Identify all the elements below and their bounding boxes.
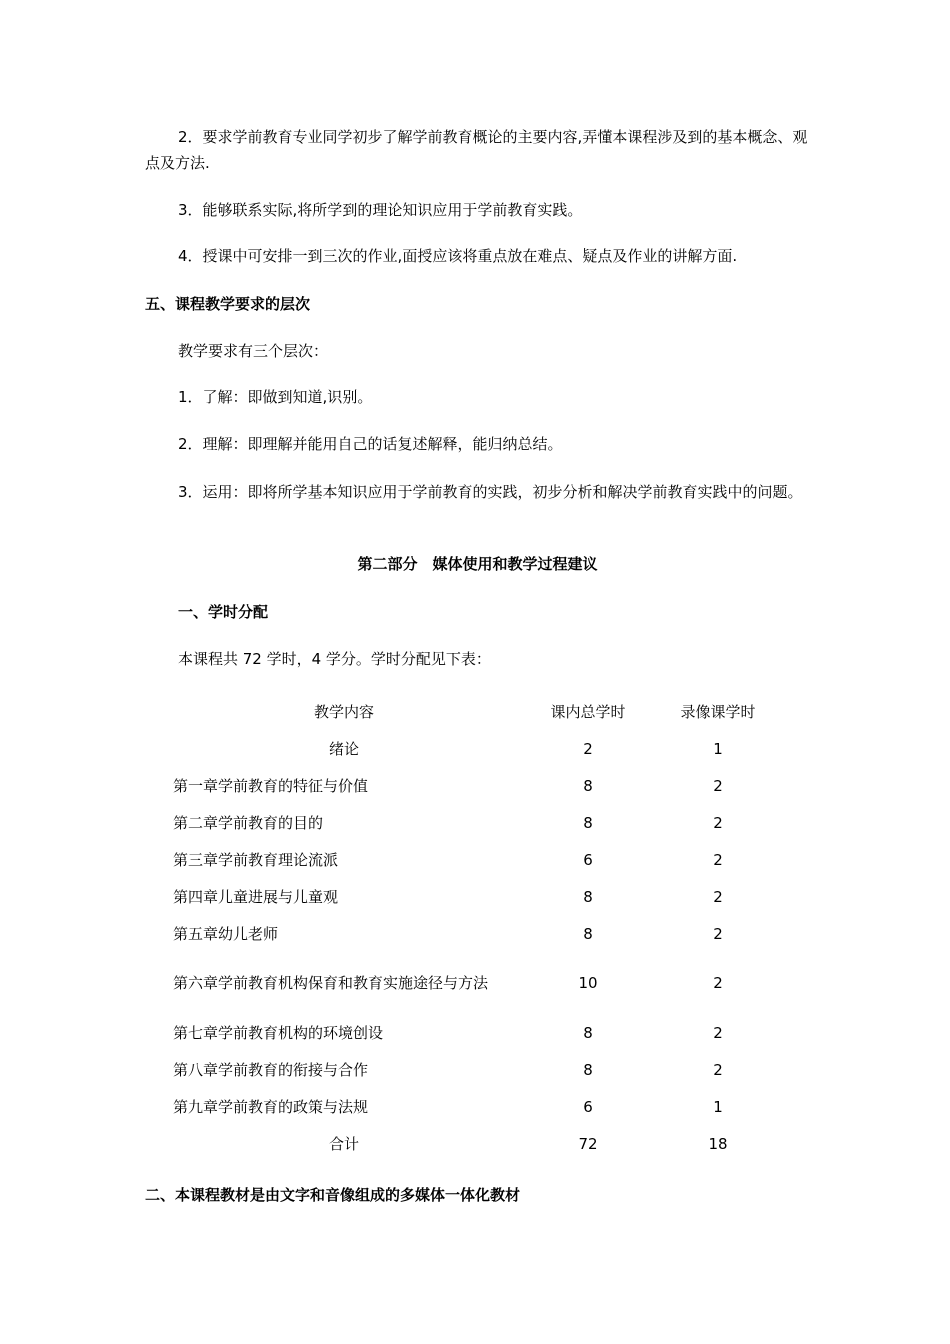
level-item-2: 2．理解：即理解并能用自己的话复述解释，能归纳总结。 — [178, 435, 563, 453]
row-video: 2 — [713, 1023, 723, 1042]
row-total: 72 — [578, 1134, 598, 1153]
table-row — [165, 841, 783, 878]
part-2-title: 第二部分 媒体使用和教学过程建议 — [357, 555, 598, 573]
row-content: 第三章学前教育理论流派 — [173, 851, 339, 869]
table-row — [165, 767, 783, 804]
paragraph-requirement-3: 3．能够联系实际,将所学到的理论知识应用于学前教育实践。 — [178, 201, 583, 219]
row-video: 2 — [713, 924, 723, 943]
table-row — [165, 1051, 783, 1088]
subsection-heading-2: 二、本课程教材是由文字和音像组成的多媒体一体化教材 — [145, 1186, 521, 1204]
row-total: 6 — [583, 850, 593, 869]
table-total-row — [165, 1125, 783, 1162]
row-total: 8 — [583, 887, 593, 906]
subsection-heading-1: 一、学时分配 — [178, 603, 269, 621]
table-row — [165, 952, 783, 1014]
row-content: 绪论 — [328, 740, 359, 758]
level-item-3: 3．运用：即将所学基本知识应用于学前教育的实践，初步分析和解决学前教育实践中的问题。 — [178, 483, 803, 501]
paragraph-requirement-2: 2．要求学前教育专业同学初步了解学前教育概论的主要内容,弄懂本课程涉及到的基本概念、观点及方法. — [145, 128, 808, 172]
table-row — [165, 1088, 783, 1125]
row-total: 2 — [583, 739, 593, 758]
table-header-row — [165, 693, 783, 730]
row-content: 第八章学前教育的衔接与合作 — [173, 1061, 369, 1079]
row-content: 第四章儿童进展与儿童观 — [173, 888, 339, 906]
row-total: 8 — [583, 813, 593, 832]
row-content: 第五章幼儿老师 — [173, 925, 279, 943]
table-row — [165, 1014, 783, 1051]
table-row — [165, 878, 783, 915]
row-video: 1 — [713, 739, 723, 758]
row-video: 18 — [708, 1134, 728, 1153]
paragraph-requirement-4: 4．授课中可安排一到三次的作业,面授应该将重点放在难点、疑点及作业的讲解方面. — [178, 247, 738, 265]
row-total: 8 — [583, 924, 593, 943]
row-content: 合计 — [328, 1135, 359, 1153]
row-content: 第七章学前教育机构的环境创设 — [173, 1024, 384, 1042]
hours-intro-text: 本课程共 72 学时，4 学分。学时分配见下表： — [178, 650, 491, 668]
header-video-hours: 录像课学时 — [680, 703, 756, 721]
row-total: 6 — [583, 1097, 593, 1116]
row-video: 2 — [713, 813, 723, 832]
row-content: 第九章学前教育的政策与法规 — [173, 1098, 369, 1116]
level-item-1: 1．了解：即做到知道,识别。 — [178, 388, 373, 406]
section-5-intro: 教学要求有三个层次： — [178, 342, 329, 360]
row-content: 第二章学前教育的目的 — [173, 814, 324, 832]
row-content: 第一章学前教育的特征与价值 — [173, 777, 369, 795]
row-total: 8 — [583, 776, 593, 795]
header-total-hours: 课内总学时 — [550, 703, 626, 721]
row-video: 2 — [713, 850, 723, 869]
row-total: 10 — [578, 974, 598, 992]
hours-table — [165, 693, 783, 1162]
table-row — [165, 804, 783, 841]
row-video: 1 — [713, 1097, 723, 1116]
header-content: 教学内容 — [313, 703, 374, 721]
row-video: 2 — [713, 887, 723, 906]
table-row — [165, 915, 783, 952]
section-heading-5: 五、课程教学要求的层次 — [145, 295, 311, 313]
row-total: 8 — [583, 1023, 593, 1042]
row-video: 2 — [713, 1060, 723, 1079]
table-row — [165, 730, 783, 767]
row-total: 8 — [583, 1060, 593, 1079]
row-video: 2 — [713, 776, 723, 795]
row-content: 第六章学前教育机构保育和教育实施途径与方法 — [173, 974, 489, 992]
row-video: 2 — [713, 974, 723, 992]
